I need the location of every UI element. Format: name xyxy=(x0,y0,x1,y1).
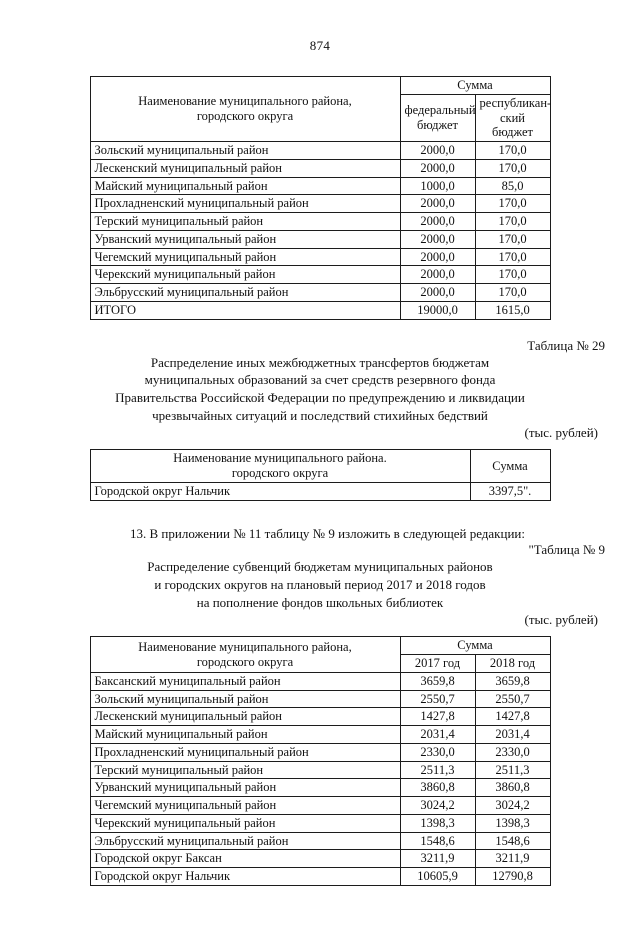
cell-federal-budget: 19000,0 xyxy=(400,301,475,319)
cell-republican-budget: 170,0 xyxy=(475,195,550,213)
table-29-header xyxy=(90,450,550,483)
cell-year-2017: 2550,7 xyxy=(400,690,475,708)
table-28-body xyxy=(90,142,550,320)
cell-year-2017: 1548,6 xyxy=(400,832,475,850)
cell-district-name: Городской округ Нальчик xyxy=(90,482,470,500)
table-row xyxy=(90,482,550,500)
cell-republican-budget: 85,0 xyxy=(475,177,550,195)
header-cell-federal xyxy=(400,94,475,141)
table-row xyxy=(90,266,550,284)
table-row xyxy=(90,743,550,761)
cell-year-2017: 3211,9 xyxy=(400,850,475,868)
section-13-title xyxy=(0,558,640,612)
cell-district-name: Городской округ Нальчик xyxy=(90,868,400,886)
table-row xyxy=(90,708,550,726)
header-cell-2018: 2018 год xyxy=(475,655,550,673)
cell-year-2018: 2550,7 xyxy=(475,690,550,708)
cell-year-2018: 2330,0 xyxy=(475,743,550,761)
cell-year-2017: 3659,8 xyxy=(400,672,475,690)
table-row xyxy=(90,814,550,832)
table-29-container xyxy=(0,449,640,500)
cell-republican-budget: 170,0 xyxy=(475,230,550,248)
section-13-title-line2: и городских округов на плановый период 2017 и 2018 годов xyxy=(154,577,486,593)
table-row xyxy=(90,832,550,850)
header-name-line2: городского округа xyxy=(196,109,294,123)
cell-republican-budget: 170,0 xyxy=(475,266,550,284)
table-row xyxy=(90,159,550,177)
section-29-units: (тыс. рублей) xyxy=(524,425,598,441)
cell-district-name: Лескенский муниципальный район xyxy=(90,708,400,726)
cell-republican-budget: 170,0 xyxy=(475,284,550,302)
table-row xyxy=(90,301,550,319)
cell-district-name: Баксанский муниципальный район xyxy=(90,672,400,690)
section-29-title-line1: Распределение иных межбюджетных трансфертов бюджетам xyxy=(150,354,490,370)
cell-year-2017: 1398,3 xyxy=(400,814,475,832)
section-29-title-line2: муниципальных образований за счет средств резервного фонда xyxy=(144,372,496,388)
cell-district-name: Прохладненский муниципальный район xyxy=(90,195,400,213)
cell-district-name: Городской округ Баксан xyxy=(90,850,400,868)
cell-year-2017: 1427,8 xyxy=(400,708,475,726)
table-transfers-29 xyxy=(90,449,551,500)
cell-year-2018: 3860,8 xyxy=(475,779,550,797)
header-cell-republican xyxy=(475,94,550,141)
header-republican-line2: ский бюджет xyxy=(492,110,533,140)
table-row xyxy=(90,177,550,195)
cell-district-name: Урванский муниципальный район xyxy=(90,230,400,248)
cell-republican-budget: 170,0 xyxy=(475,142,550,160)
header-cell-sum-group: Сумма xyxy=(400,77,550,95)
cell-federal-budget: 2000,0 xyxy=(400,284,475,302)
section-29-title xyxy=(0,354,640,426)
table-row xyxy=(90,248,550,266)
header-cell-name xyxy=(90,450,470,483)
cell-district-name: Терский муниципальный район xyxy=(90,761,400,779)
cell-year-2018: 3024,2 xyxy=(475,797,550,815)
cell-federal-budget: 2000,0 xyxy=(400,142,475,160)
table-row xyxy=(90,797,550,815)
cell-year-2018: 1427,8 xyxy=(475,708,550,726)
cell-year-2018: 12790,8 xyxy=(475,868,550,886)
cell-federal-budget: 1000,0 xyxy=(400,177,475,195)
header-name-line2: городского округа xyxy=(231,466,329,480)
cell-district-name: Черекский муниципальный район xyxy=(90,266,400,284)
cell-year-2017: 10605,9 xyxy=(400,868,475,886)
header-federal-line2: бюджет xyxy=(417,117,458,132)
table-row xyxy=(90,77,550,95)
section-13-intro: 13. В приложении № 11 таблицу № 9 изложить в следующей редакции: xyxy=(130,525,525,541)
cell-year-2018: 1548,6 xyxy=(475,832,550,850)
header-name-line1: Наименование муниципального района, xyxy=(138,639,352,654)
table-row xyxy=(90,450,550,483)
table-row xyxy=(90,761,550,779)
table-9-container xyxy=(0,636,640,886)
header-cell-name xyxy=(90,77,400,142)
table-subsidies-28 xyxy=(90,76,551,320)
cell-federal-budget: 2000,0 xyxy=(400,159,475,177)
table-row xyxy=(90,779,550,797)
table-row xyxy=(90,690,550,708)
cell-district-name: Зольский муниципальный район xyxy=(90,690,400,708)
cell-district-name: Прохладненский муниципальный район xyxy=(90,743,400,761)
section-13-units: (тыс. рублей) xyxy=(524,612,598,628)
header-republican-line1: республикан- xyxy=(479,95,552,110)
cell-republican-budget: 170,0 xyxy=(475,248,550,266)
section-13-title-line3: на пополнение фондов школьных библиотек xyxy=(196,595,444,611)
cell-district-name: Урванский муниципальный район xyxy=(90,779,400,797)
section-29-title-line3: Правительства Российской Федерации по предупреждению и ликвидации xyxy=(115,390,525,406)
table-subventions-9 xyxy=(90,636,551,886)
cell-federal-budget: 2000,0 xyxy=(400,230,475,248)
cell-year-2018: 2511,3 xyxy=(475,761,550,779)
cell-district-name: Зольский муниципальный район xyxy=(90,142,400,160)
header-name-line1: Наименование муниципального района. xyxy=(173,451,387,466)
cell-sum: 3397,5". xyxy=(470,482,550,500)
table-row xyxy=(90,230,550,248)
cell-year-2018: 3659,8 xyxy=(475,672,550,690)
cell-district-name: Эльбрусский муниципальный район xyxy=(90,832,400,850)
cell-year-2017: 3860,8 xyxy=(400,779,475,797)
cell-year-2017: 2511,3 xyxy=(400,761,475,779)
table-row xyxy=(90,213,550,231)
table-row xyxy=(90,284,550,302)
cell-district-name: Чегемский муниципальный район xyxy=(90,248,400,266)
cell-year-2017: 2330,0 xyxy=(400,743,475,761)
table-28-header xyxy=(90,77,550,142)
cell-district-name: ИТОГО xyxy=(90,301,400,319)
table-28-container xyxy=(0,76,640,320)
table-9-body xyxy=(90,672,550,885)
header-cell-sum-group: Сумма xyxy=(400,637,550,655)
cell-year-2017: 2031,4 xyxy=(400,726,475,744)
section-13 xyxy=(0,525,640,629)
table-29-body xyxy=(90,482,550,500)
header-federal-line1: федеральный xyxy=(404,103,476,118)
header-cell-2017: 2017 год xyxy=(400,655,475,673)
table-29-label: Таблица № 29 xyxy=(527,337,605,353)
header-cell-name xyxy=(90,637,400,673)
cell-republican-budget: 170,0 xyxy=(475,159,550,177)
header-name-line2: городского округа xyxy=(196,654,294,669)
table-row xyxy=(90,868,550,886)
cell-republican-budget: 170,0 xyxy=(475,213,550,231)
section-13-title-line1: Распределение субвенций бюджетам муниципальных районов xyxy=(147,559,493,575)
table-row xyxy=(90,850,550,868)
cell-year-2018: 3211,9 xyxy=(475,850,550,868)
cell-federal-budget: 2000,0 xyxy=(400,266,475,284)
cell-district-name: Терский муниципальный район xyxy=(90,213,400,231)
table-9-label: "Таблица № 9 xyxy=(528,542,605,558)
header-cell-sum: Сумма xyxy=(470,450,550,483)
section-29-title-line4: чрезвычайных ситуаций и последствий стихийных бедствий xyxy=(152,408,488,424)
cell-district-name: Черекский муниципальный район xyxy=(90,814,400,832)
cell-republican-budget: 1615,0 xyxy=(475,301,550,319)
cell-federal-budget: 2000,0 xyxy=(400,248,475,266)
table-row xyxy=(90,637,550,655)
header-name-line1: Наименование муниципального района, xyxy=(138,94,352,109)
cell-district-name: Чегемский муниципальный район xyxy=(90,797,400,815)
cell-year-2017: 3024,2 xyxy=(400,797,475,815)
page-number: 874 xyxy=(309,38,331,53)
document-page xyxy=(0,38,640,943)
cell-district-name: Эльбрусский муниципальный район xyxy=(90,284,400,302)
table-row xyxy=(90,672,550,690)
cell-year-2018: 1398,3 xyxy=(475,814,550,832)
cell-federal-budget: 2000,0 xyxy=(400,195,475,213)
cell-federal-budget: 2000,0 xyxy=(400,213,475,231)
table-row xyxy=(90,726,550,744)
table-9-header xyxy=(90,637,550,673)
cell-year-2018: 2031,4 xyxy=(475,726,550,744)
table-row xyxy=(90,142,550,160)
cell-district-name: Майский муниципальный район xyxy=(90,177,400,195)
table-row xyxy=(90,195,550,213)
cell-district-name: Лескенский муниципальный район xyxy=(90,159,400,177)
cell-district-name: Майский муниципальный район xyxy=(90,726,400,744)
